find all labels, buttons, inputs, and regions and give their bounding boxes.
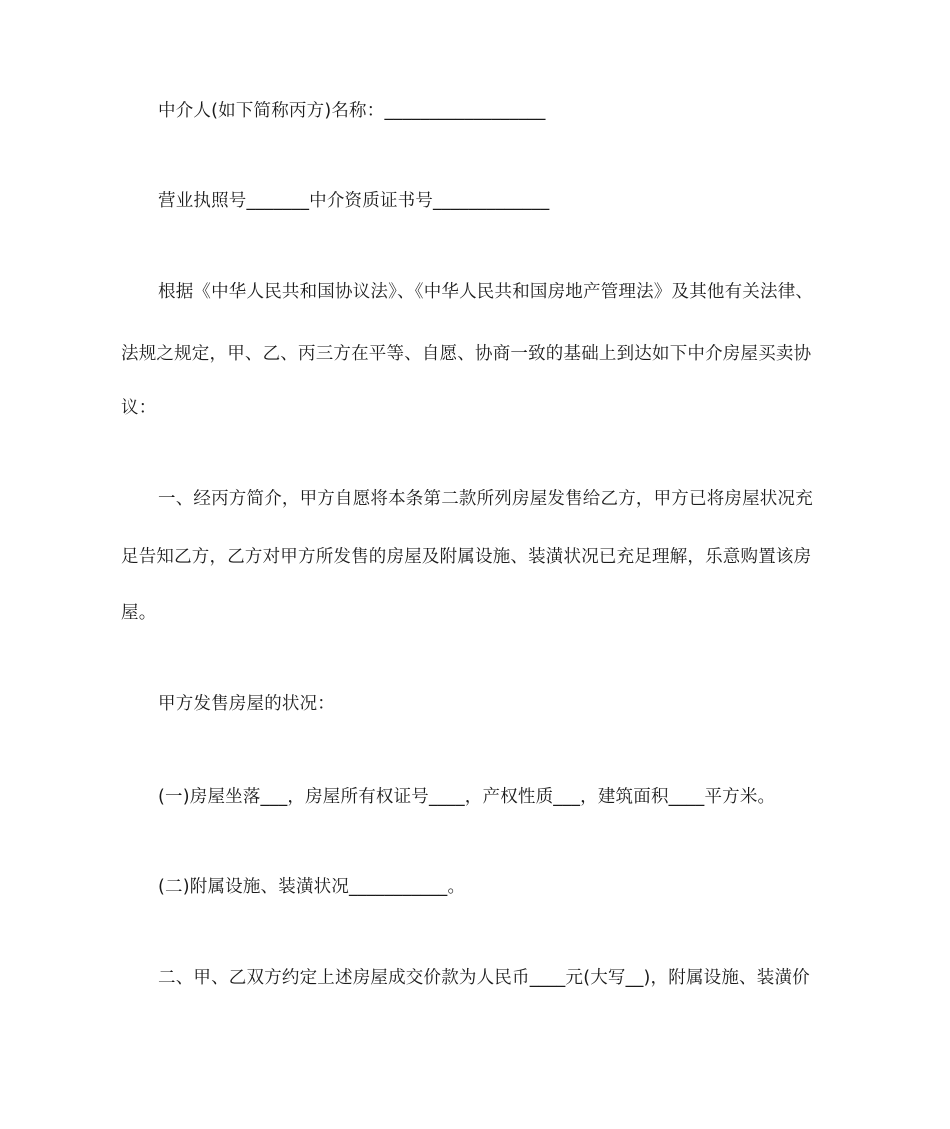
clause-one-line-2: 足告知乙方，乙方对甲方所发售的房屋及附属设施、装潢状况已充足理解，乐意购置该房 xyxy=(121,547,812,567)
property-status-heading: 甲方发售房屋的状况： xyxy=(158,694,335,714)
clause-two-line-1: 二、甲、乙双方约定上述房屋成交价款为人民币____元(大写__)，附属设施、装潢价 xyxy=(158,968,810,988)
legal-basis-line-1: 根据《中华人民共和国协议法》、《中华人民共和国房地产管理法》及其他有关法律、 xyxy=(158,282,814,302)
clause-one-line-1: 一、经丙方简介，甲方自愿将本条第二款所列房屋发售给乙方，甲方已将房屋状况充 xyxy=(158,489,813,509)
intermediary-name-line: 中介人(如下简称丙方)名称：__________________ xyxy=(158,101,546,121)
property-location-line: (一)房屋坐落___，房屋所有权证号____，产权性质___，建筑面积____平方米。 xyxy=(158,787,776,807)
clause-one-line-3: 屋。 xyxy=(121,603,157,623)
license-number-line: 营业执照号_______中介资质证书号_____________ xyxy=(158,191,550,211)
facilities-status-line: (二)附属设施、装潢状况___________。 xyxy=(158,877,466,897)
legal-basis-line-2: 法规之规定，甲、乙、丙三方在平等、自愿、协商一致的基础上到达如下中介房屋买卖协 xyxy=(121,344,812,364)
legal-basis-line-3: 议： xyxy=(121,398,157,418)
